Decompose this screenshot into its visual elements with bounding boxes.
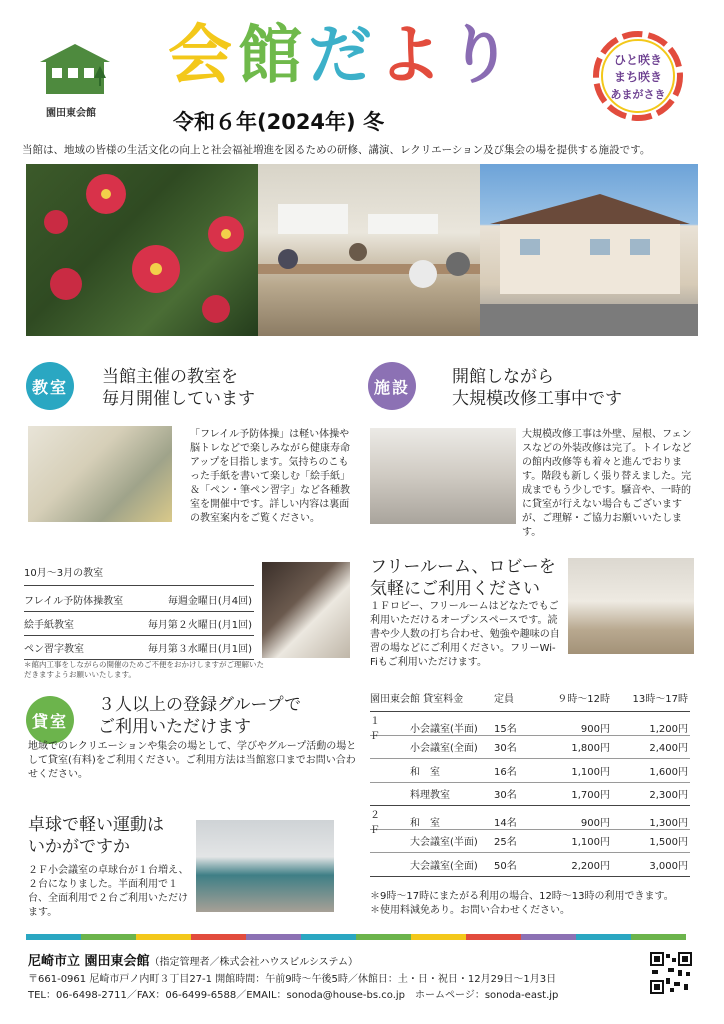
- exercise-class-photo: [258, 164, 480, 336]
- section-badge-rental: 貸室: [26, 696, 74, 744]
- camellia-photo: [26, 164, 258, 336]
- color-bar-segment: [631, 934, 686, 940]
- color-bar-segment: [136, 934, 191, 940]
- title-char: だ: [308, 19, 378, 93]
- table-row: [370, 712, 690, 742]
- heading-line: ３人以上の登録グループで: [98, 695, 302, 715]
- table-row: [24, 636, 254, 660]
- facility-heading: [452, 366, 622, 410]
- capacity-cell: 25名: [494, 837, 517, 849]
- am-fee-cell: 900円: [580, 817, 610, 829]
- heading-line: いかがですか: [28, 837, 130, 857]
- am-fee-cell: 2,200円: [571, 860, 610, 872]
- fee-notes: [370, 890, 700, 918]
- color-bar-segment: [576, 934, 631, 940]
- intro-text: 当館は、地域の皆様の生活文化の向上と社会福祉増進を図るための研修、講演、レクリエーション及び集会の場を提供する施設です。: [22, 144, 651, 156]
- color-bar-segment: [466, 934, 521, 940]
- section-badge-classes: 教室: [26, 362, 74, 410]
- classes-heading: [102, 366, 255, 410]
- city-slogan-badge: [592, 30, 684, 122]
- footer-contact: TEL：06-6498-2711／FAX：06-6499-6588／EMAIL：sonoda@house-bs.co.jp ホームページ：sonoda-east.jp: [28, 990, 559, 1001]
- table-row: [370, 783, 690, 807]
- issue-subtitle: 令和６年(2024年) 冬: [173, 110, 384, 134]
- building-exterior-photo: [480, 164, 698, 336]
- class-name: フレイル予防体操教室: [24, 596, 124, 607]
- heading-line: フリールーム、ロビーを: [370, 557, 556, 577]
- title-char: 館: [238, 19, 308, 93]
- capacity-cell: 50名: [494, 860, 517, 872]
- color-bar-segment: [356, 934, 411, 940]
- am-fee-cell: 1,700円: [571, 790, 610, 802]
- footer-name: [28, 950, 358, 969]
- class-schedule: 毎月第３水曜日(月1回): [147, 644, 252, 655]
- pm-fee-cell: 3,000円: [649, 860, 688, 872]
- pm-fee-cell: 2,400円: [649, 743, 688, 755]
- heading-line: 卓球で軽い運動は: [28, 815, 164, 835]
- capacity-cell: 14名: [494, 817, 517, 829]
- page-title: [168, 19, 518, 93]
- freeroom-heading: [370, 556, 556, 600]
- footer-address: 〒661-0961 尼崎市戸ノ内町３丁目27-1 開館時間：午前9時～午後5時／休館日：土・日・祝日・12月29日～1月3日: [28, 974, 557, 985]
- room-cell: 料理教室: [410, 790, 450, 802]
- title-char: 会: [168, 19, 238, 93]
- letter-craft-photo: [28, 426, 172, 522]
- floor-cell: １Ｆ: [370, 716, 380, 742]
- house-logo-icon: [36, 40, 114, 96]
- table-row: [370, 806, 690, 836]
- pingpong-body: ２Ｆ小会議室の卓球台が１台増え、２台になりました。半面利用で１台、全面利用で２台ご利用いただけます。: [28, 865, 189, 918]
- facility-body: 大規模改修工事は外壁、屋根、フェンスなどの外装改修は完了。トイレなどの館内改修等も着々と進んでおります。階段も新しく張り替えました。完成までもう少しです。騒音や、一時的に貸室が行えない場合もございますが、ご理解・ご協力お願いいたします。: [522, 429, 692, 538]
- rental-body: 地域でのレクリエーションや集会の場として、学びやグループ活動の場として貸室(有料)をご利用ください。ご利用方法は当館窓口までお問い合わせください。: [28, 741, 357, 780]
- fee-table-header: [370, 690, 690, 712]
- table-row: [370, 759, 690, 783]
- am-fee-cell: 1,100円: [571, 837, 610, 849]
- title-char: り: [448, 19, 518, 93]
- header-cell: 園田東会館 貸室料金: [370, 694, 464, 705]
- class-name: ペン習字教室: [24, 644, 84, 655]
- color-bar-segment: [191, 934, 246, 940]
- room-cell: 大会議室(全面): [410, 860, 478, 872]
- table-row: [24, 612, 254, 636]
- header-cell: ９時～12時: [557, 694, 610, 705]
- fee-note: ＊使用料減免あり。お問い合わせください。: [370, 905, 570, 916]
- fee-note: ＊9時～17時にまたがる利用の場合、12時～13時の利用できます。: [370, 891, 674, 902]
- facility-name: 尼崎市立 園田東会館: [28, 954, 150, 969]
- title-char: よ: [378, 19, 448, 93]
- color-bar-segment: [246, 934, 301, 940]
- pm-fee-cell: 1,600円: [649, 766, 688, 778]
- class-schedule: 毎週金曜日(月4回): [167, 596, 252, 607]
- color-bar-segment: [411, 934, 466, 940]
- meeting-room-photo: [568, 558, 694, 654]
- calligraphy-photo: [262, 562, 350, 658]
- pm-fee-cell: 2,300円: [649, 790, 688, 802]
- header-cell: 13時～17時: [632, 694, 688, 705]
- badge-line: まち咲き: [613, 70, 663, 84]
- room-cell: 和 室: [410, 766, 440, 778]
- classes-table-title: 10月～3月の教室: [24, 564, 254, 586]
- pingpong-photo: [196, 820, 334, 912]
- heading-line: 大規模改修工事中です: [452, 389, 622, 409]
- stairs-photo: [370, 428, 516, 524]
- heading-line: ご利用いただけます: [98, 717, 251, 737]
- color-bar-segment: [301, 934, 356, 940]
- fee-table: [370, 690, 690, 877]
- heading-line: 気軽にご利用ください: [370, 579, 540, 599]
- heading-line: 毎月開催しています: [102, 389, 255, 409]
- logo-caption: 園田東会館: [46, 108, 96, 119]
- class-name: 絵手紙教室: [24, 620, 74, 631]
- capacity-cell: 30名: [494, 743, 517, 755]
- badge-line: ひと咲き: [613, 53, 663, 67]
- header-cell: 定員: [494, 694, 514, 705]
- room-cell: 小会議室(半面): [410, 723, 478, 735]
- room-cell: 大会議室(半面): [410, 837, 478, 849]
- classes-body: 「フレイル予防体操」は軽い体操や脳トレなどで楽しみながら健康寿命アップを目指します。気持ちのこもった手紙を書いて楽しむ「絵手紙」＆「ペン・筆ペン習字」など各種教室を開催中です。詳しい内容は裏面の教室案内をご覧ください。: [190, 429, 350, 524]
- color-bar: [26, 934, 686, 940]
- capacity-cell: 30名: [494, 790, 517, 802]
- color-bar-segment: [26, 934, 81, 940]
- pm-fee-cell: 1,500円: [649, 837, 688, 849]
- am-fee-cell: 1,100円: [571, 766, 610, 778]
- capacity-cell: 16名: [494, 766, 517, 778]
- color-bar-segment: [81, 934, 136, 940]
- am-fee-cell: 1,800円: [571, 743, 610, 755]
- color-bar-segment: [521, 934, 576, 940]
- freeroom-body: １Ｆロビー、フリールームはどなたでもご利用いただけるオープンスペースです。読書や少人数の打ち合わせ、勉強や趣味の自習の場などにご利用ください。フリーWi-Fiもご利用いただけます。: [370, 601, 560, 668]
- operator-name: （指定管理者／株式会社ハウスビルシステム）: [149, 957, 358, 968]
- floor-cell: ２Ｆ: [370, 810, 380, 836]
- heading-line: 開館しながら: [452, 367, 554, 387]
- table-row: [370, 853, 690, 877]
- pm-fee-cell: 1,300円: [649, 817, 688, 829]
- rental-heading: [98, 694, 301, 738]
- pingpong-heading: [28, 814, 164, 858]
- table-row: [24, 588, 254, 612]
- qr-code-icon[interactable]: [650, 952, 692, 994]
- room-cell: 和 室: [410, 817, 440, 829]
- table-row: [370, 830, 690, 854]
- table-row: [370, 736, 690, 760]
- classes-note: ＊館内工事をしながらの開催のためご不便をおかけしますがご理解いただきますようお願いいたします。: [24, 660, 264, 679]
- room-cell: 小会議室(全面): [410, 743, 478, 755]
- classes-table: [24, 564, 254, 660]
- badge-line: あまがさき: [610, 88, 666, 101]
- heading-line: 当館主催の教室を: [102, 367, 238, 387]
- pm-fee-cell: 1,200円: [649, 723, 688, 735]
- am-fee-cell: 900円: [580, 723, 610, 735]
- class-schedule: 毎月第２火曜日(月1回): [147, 620, 252, 631]
- section-badge-facility: 施設: [368, 362, 416, 410]
- capacity-cell: 15名: [494, 723, 517, 735]
